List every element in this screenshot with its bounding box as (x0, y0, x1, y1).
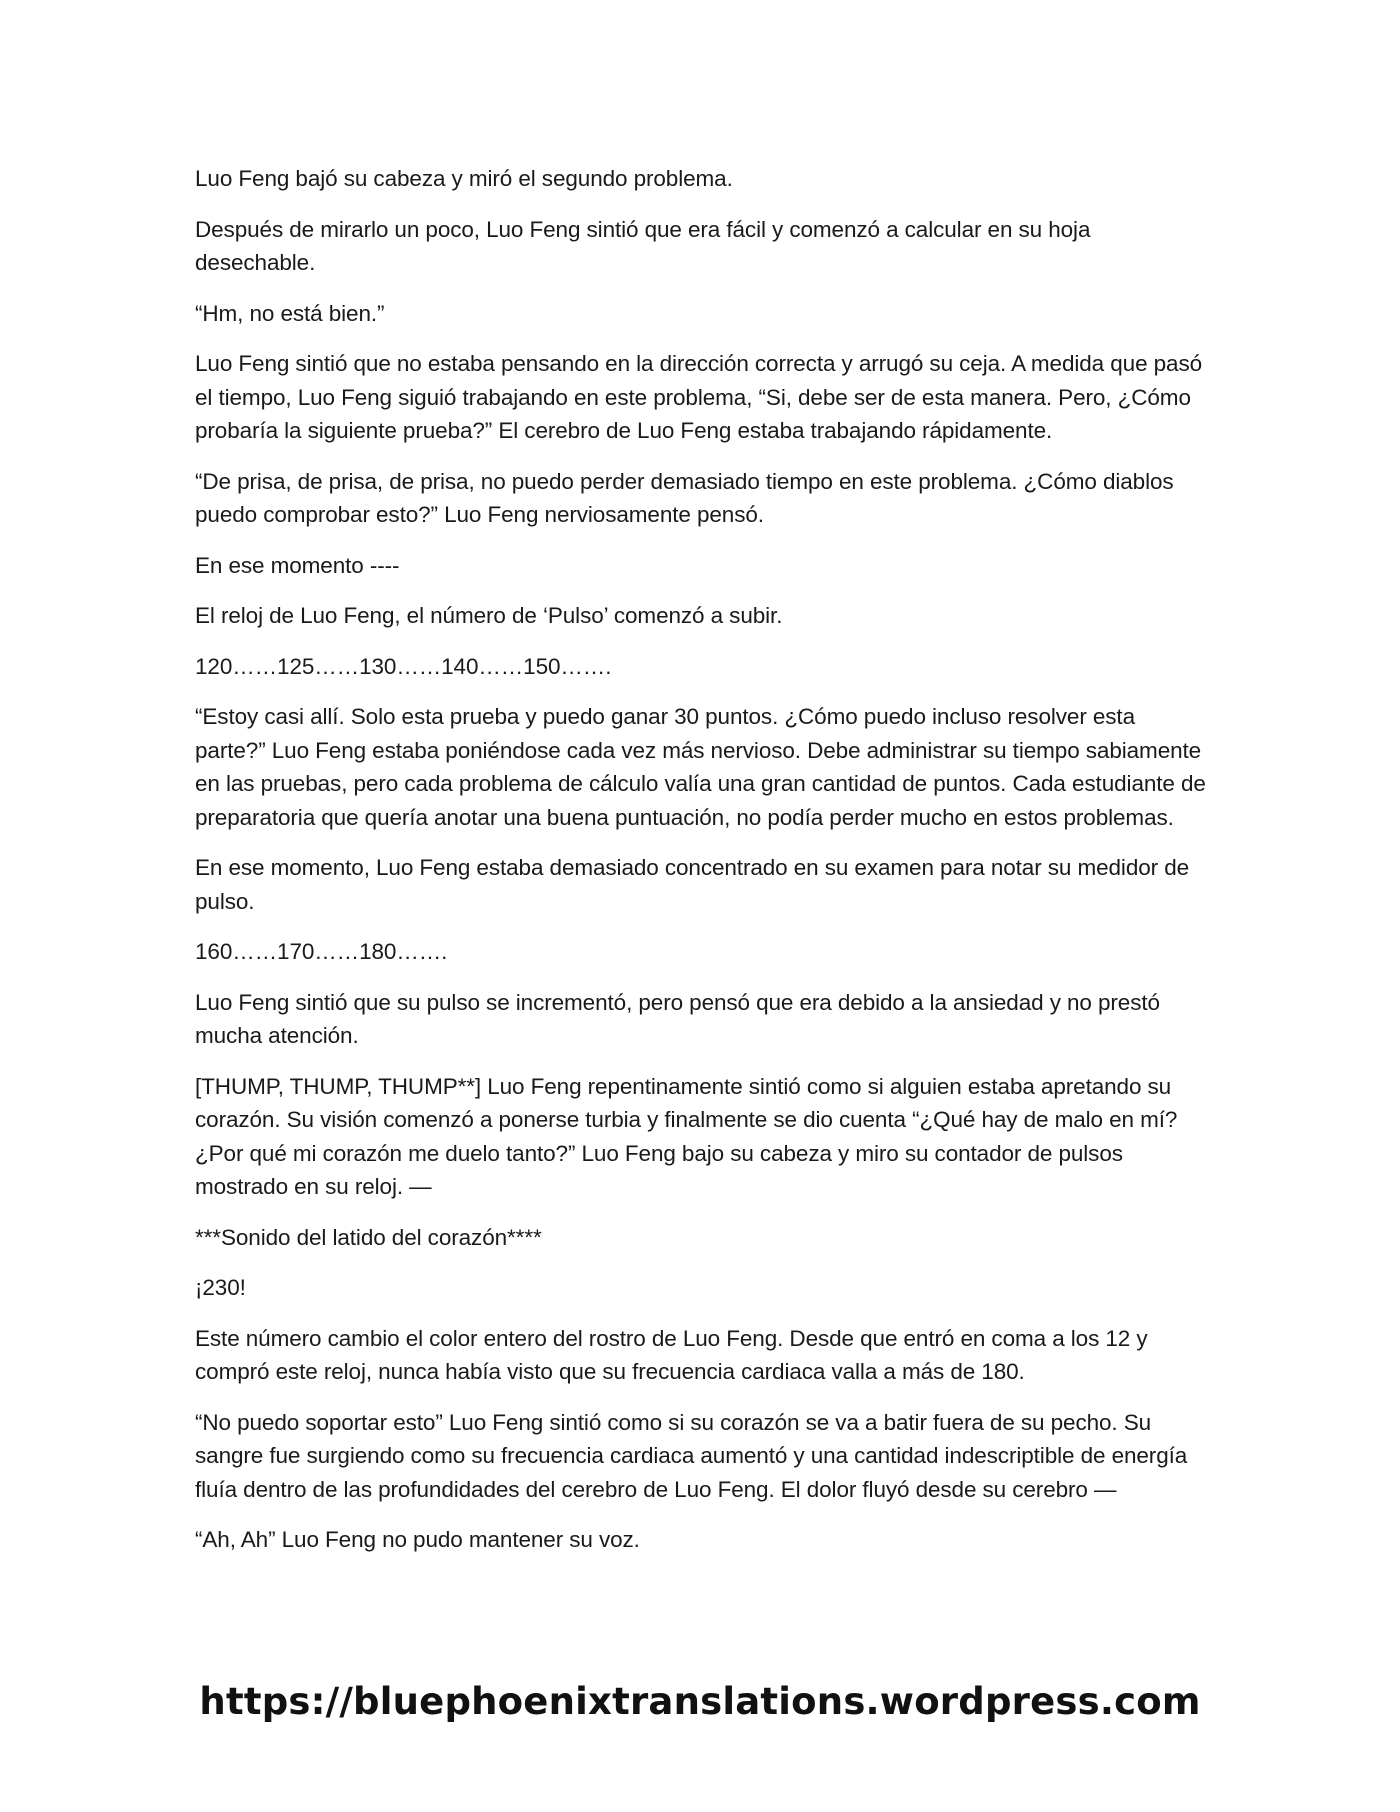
paragraph-10: En ese momento, Luo Feng estaba demasiado concentrado en su examen para notar su medidor de pulso. (195, 855, 1190, 914)
paragraph-16: Este número cambio el color entero del rostro de Luo Feng. Desde que entró en coma a los 12 y compró este reloj, nunca había visto que su frecuencia cardiaca valla a más de 180. (195, 1325, 1148, 1384)
paragraph-1: Luo Feng bajó su cabeza y miró el segundo problema. (195, 166, 733, 191)
footer-url-link[interactable]: https://bluephoenixtranslations.wordpress.com (199, 1680, 1201, 1723)
paragraph-15: ¡230! (195, 1275, 246, 1300)
paragraph-7: El reloj de Luo Feng, el número de ‘Pulso’ comenzó a subir. (195, 603, 783, 628)
paragraph-5: “De prisa, de prisa, de prisa, no puedo perder demasiado tiempo en este problema. ¿Cómo diablos puedo comprobar esto?” Luo Feng nerviosamente pensó. (195, 468, 1174, 527)
paragraph-13: [THUMP, THUMP, THUMP**] Luo Feng repentinamente sintió como si alguien estaba apretando su corazón. Su visión comenzó a ponerse turbia y finalmente se dio cuenta “¿Qué hay de malo en mí? ¿Por qué mi corazón me duelo tanto?” Luo Feng bajo su cabeza y miro su contador de pulsos mostrado en su reloj. — (195, 1073, 1178, 1199)
paragraph-18: “Ah, Ah” Luo Feng no pudo mantener su voz. (195, 1527, 640, 1552)
paragraph-3: “Hm, no está bien.” (195, 300, 385, 326)
paragraph-8: 120……125……130……140……150……. (195, 653, 612, 679)
document-body (195, 162, 1210, 1574)
paragraph-4: Luo Feng sintió que no estaba pensando en la dirección correcta y arrugó su ceja. A medida que pasó el tiempo, Luo Feng siguió trabajando en este problema, “Si, debe ser de esta manera. Pero, ¿Cómo probaría la siguiente prueba?” El cerebro de Luo Feng estaba trabajando rápidamente. (195, 351, 1203, 443)
paragraph-6: En ese momento ---- (195, 552, 400, 578)
paragraph-11: 160……170……180……. (195, 939, 448, 964)
paragraph-14: ***Sonido del latido del corazón**** (195, 1224, 542, 1250)
paragraph-12: Luo Feng sintió que su pulso se incrementó, pero pensó que era debido a la ansiedad y no prestó mucha atención. (195, 989, 1160, 1048)
paragraph-2: Después de mirarlo un poco, Luo Feng sintió que era fácil y comenzó a calcular en su hoja desechable. (195, 216, 1091, 275)
paragraph-9: “Estoy casi allí. Solo esta prueba y puedo ganar 30 puntos. ¿Cómo puedo incluso resolver esta parte?” Luo Feng estaba poniéndose cada vez más nervioso. Debe administrar su tiempo sabiamente en las pruebas, pero cada problema de cálculo valía una gran cantidad de puntos. Cada estudiante de preparatoria que quería anotar una buena puntuación, no podía perder mucho en estos problemas. (195, 704, 1206, 830)
paragraph-17: “No puedo soportar esto” Luo Feng sintió como si su corazón se va a batir fuera de su pecho. Su sangre fue surgiendo como su frecuencia cardiaca aumentó y una cantidad indescriptible de energía fluía dentro de las profundidades del cerebro de Luo Feng. El dolor fluyó desde su cerebro — (195, 1409, 1188, 1502)
